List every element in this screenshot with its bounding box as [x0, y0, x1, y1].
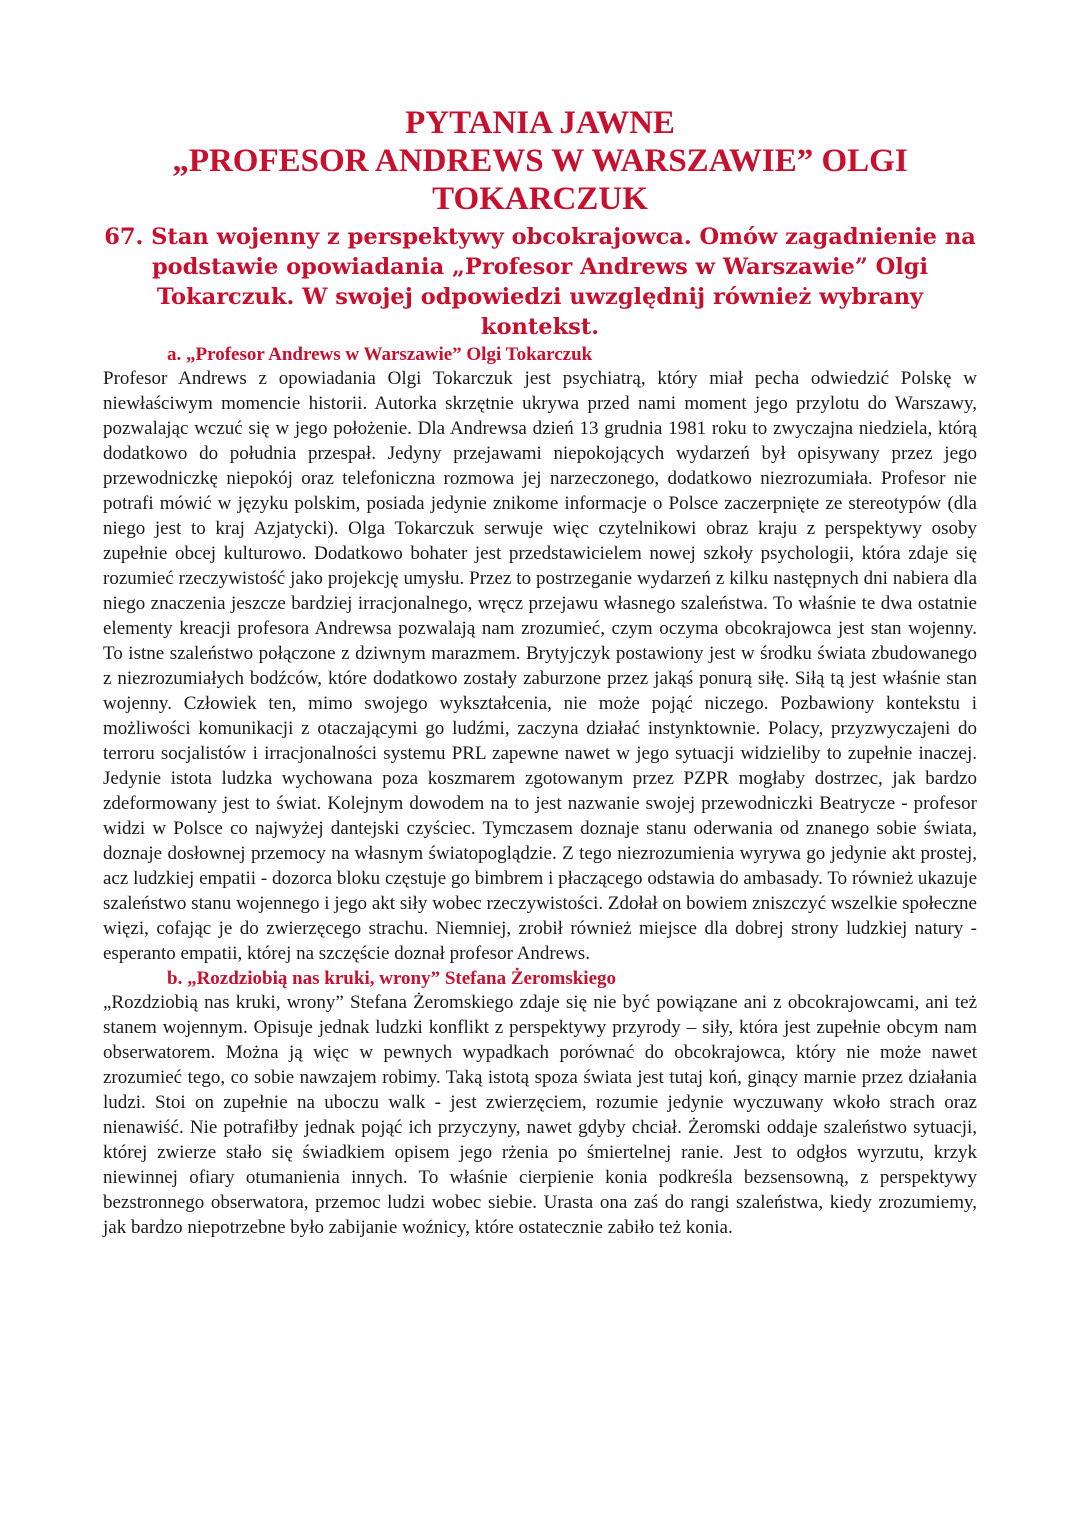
- page-title: [103, 104, 977, 218]
- section-b-heading: b. „Rozdziobią nas kruki, wrony” Stefana Żeromskiego: [167, 968, 617, 989]
- section-b-text: „Rozdziobią nas kruki, wrony” Stefana Żeromskiego zdaje się nie być powiązane ani z obcokrajowcami, ani też stanem wojennym. Opisuje jednak ludzki konflikt z perspektywy przyrody – siły, która jest zupełnie obcym nam obserwatorem. Można ją więc w pewnych wypadkach porównać do obcokrajowca, który nie może nawet zrozumieć tego, co sobie nawzajem robimy. Taką istotą spoza świata jest tutaj koń, ginący marnie przez działania ludzi. Stoi on zupełnie na uboczu walk - jest zwierzęciem, rozumie jedynie wyczuwany wkoło strach oraz nienawiść. Nie potrafiłby jednak pojąć ich przyczyny, nawet gdyby chciał. Żeromski oddaje szaleństwo sytuacji, której zwierze stało się świadkiem opisem jego rżenia po śmiertelnej ranie. Jest to odgłos wyrzutu, krzyk niewinnej ofiary otumanienia innych. To właśnie cierpienie konia podkreśla bezsensowną, z perspektywy bezstronnego obserwatora, przemoc ludzi wobec siebie. Urasta ona zaś do rangi szaleństwa, kiedy zrozumiemy, jak bardzo niepotrzebne było zabijanie woźnicy, które ostatecznie zabiło też konia.: [103, 992, 977, 1238]
- title-line-1: PYTANIA JAWNE: [405, 105, 675, 141]
- question-heading: 67. Stan wojenny z perspektywy obcokrajowca. Omów zagadnienie na podstawie opowiadania „Profesor Andrews w Warszawie” Olgi Tokarczuk. W swojej odpowiedzi uwzględnij również wybrany kontekst.: [104, 224, 976, 340]
- section-b: [103, 968, 977, 1240]
- section-a-heading: a. „Profesor Andrews w Warszawie” Olgi Tokarczuk: [167, 344, 593, 365]
- section-a: [103, 344, 977, 966]
- document-page: [103, 104, 977, 1240]
- title-line-2: „PROFESOR ANDREWS W WARSZAWIE” OLGI TOKARCZUK: [172, 143, 908, 217]
- section-a-text: Profesor Andrews z opowiadania Olgi Tokarczuk jest psychiatrą, który miał pecha odwiedzić Polskę w niewłaściwym momencie historii. Autorka skrzętnie ukrywa przed nami moment jego przylotu do Warszawy, pozwalając wczuć się w jego położenie. Dla Andrewsa dzień 13 grudnia 1981 roku to zwyczajna niedziela, którą dodatkowo do południa przespał. Jedyny przejawami niepokojących wydarzeń był opisywany przez jego przewodniczkę niepokój oraz telefoniczna rozmowa jej narzeczonego, dodatkowo niezrozumiała. Profesor nie potrafi mówić w języku polskim, posiada jedynie znikome informacje o Polsce zaczerpnięte ze stereotypów (dla niego jest to kraj Azjatycki). Olga Tokarczuk serwuje więc czytelnikowi obraz kraju z perspektywy osoby zupełnie obcej kulturowo. Dodatkowo bohater jest przedstawicielem nowej szkoły psychologii, która zdaje się rozumieć rzeczywistość jako projekcję umysłu. Przez to postrzeganie wydarzeń z kilku następnych dni nabiera dla niego znaczenia jeszcze bardziej irracjonalnego, wręcz przejawu własnego szaleństwa. To właśnie te dwa ostatnie elementy kreacji profesora Andrewsa pozwalają nam zrozumieć, czym oczyma obcokrajowca jest stan wojenny. To istne szaleństwo połączone z dziwnym marazmem. Brytyjczyk postawiony jest w środku świata zbudowanego z niezrozumiałych bodźców, które dodatkowo zostały zaburzone przez jakąś ponurą siłę. Siłą tą jest właśnie stan wojenny. Człowiek ten, mimo swojego wykształcenia, nie może pojąć niczego. Pozbawiony kontekstu i możliwości komunikacji z otaczającymi go ludźmi, zaczyna działać instynktownie. Polacy, przyzwyczajeni do terroru socjalistów i irracjonalności systemu PRL zapewne nawet w jego sytuacji widzieliby to zupełnie inaczej. Jedynie istota ludzka wychowana poza koszmarem zgotowanym przez PZPR mogłaby dostrzec, jak bardzo zdeformowany jest to świat. Kolejnym dowodem na to jest nazwanie swojej przewodniczki Beatrycze - profesor widzi w Polsce co najwyżej dantejski czyściec. Tymczasem doznaje stanu oderwania od znanego sobie świata, doznaje dosłownej przemocy na własnym światopoglądzie. Z tego niezrozumienia wyrywa go jedynie akt prostej, acz ludzkiej empatii - dozorca bloku częstuje go bimbrem i płaczącego odstawia do ambasady. To również ukazuje szaleństwo stanu wojennego i jego akt siły wobec rzeczywistości. Zdołał on bowiem zniszczyć wszelkie społeczne więzi, cofając je do zwierzęcego strachu. Niemniej, zrobił również miejsce dla dobrej strony ludzkiej natury - esperanto empatii, której na szczęście doznał profesor Andrews.: [103, 368, 977, 964]
